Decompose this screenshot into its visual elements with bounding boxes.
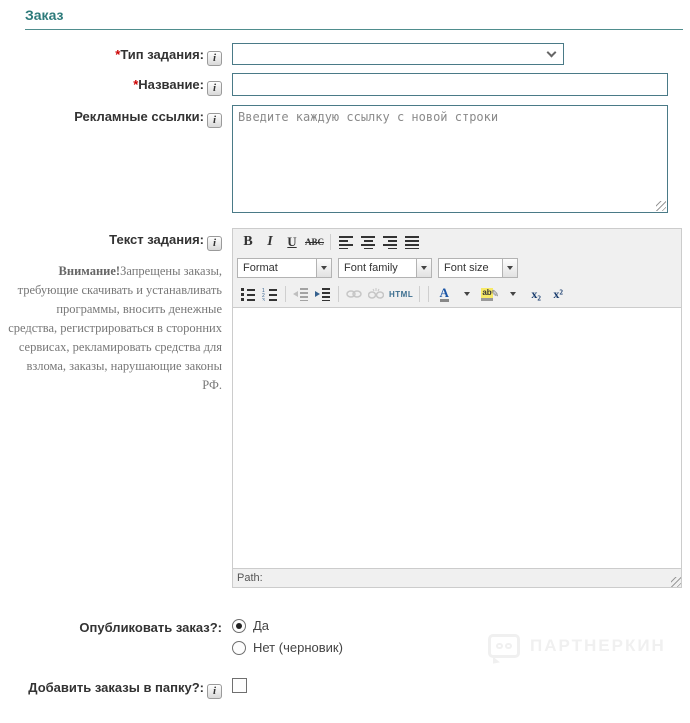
toolbar-row-1 bbox=[233, 229, 681, 255]
triangle-down-icon bbox=[464, 292, 470, 296]
section-header bbox=[25, 7, 683, 30]
watermark-bubble-tail bbox=[493, 655, 500, 663]
svg-text:1: 1 bbox=[262, 288, 265, 294]
title-input[interactable] bbox=[232, 73, 668, 96]
toolbar-separator bbox=[285, 286, 286, 302]
toolbar-row-3 bbox=[233, 281, 681, 307]
toolbar-separator bbox=[338, 286, 339, 302]
toolbar-separator bbox=[330, 234, 331, 250]
task-text-label-cell bbox=[0, 228, 222, 395]
resize-grip-icon[interactable] bbox=[656, 201, 666, 211]
editor-path-label: Path: bbox=[237, 572, 263, 584]
bullet-list-button[interactable] bbox=[238, 284, 258, 304]
unlink-icon bbox=[368, 288, 384, 300]
publish-option-yes[interactable] bbox=[232, 618, 343, 633]
align-right-icon bbox=[383, 235, 398, 249]
ad-links-textarea[interactable] bbox=[233, 106, 667, 212]
italic-button[interactable]: I bbox=[267, 234, 273, 249]
html-source-label: HTML bbox=[389, 289, 414, 299]
watermark-glasses-right bbox=[505, 643, 512, 649]
font-color-menu-button[interactable] bbox=[457, 284, 477, 304]
info-icon[interactable]: i bbox=[207, 113, 222, 128]
underline-button[interactable]: U bbox=[287, 234, 297, 249]
required-asterisk: * bbox=[133, 77, 139, 92]
task-text-label: Текст задания: bbox=[109, 232, 204, 247]
dropdown-arrow-button[interactable] bbox=[416, 259, 431, 277]
font-size-dropdown[interactable] bbox=[438, 258, 518, 278]
triangle-down-icon bbox=[507, 266, 513, 270]
ad-links-label: Рекламные ссылки: bbox=[74, 109, 204, 124]
align-center-button[interactable] bbox=[358, 232, 378, 252]
html-source-button[interactable] bbox=[388, 284, 414, 304]
triangle-down-icon bbox=[510, 292, 516, 296]
strikethrough-button[interactable]: ABC bbox=[305, 237, 325, 247]
radio-selected-icon[interactable] bbox=[232, 619, 246, 633]
editor-content-area[interactable] bbox=[233, 307, 681, 569]
font-family-dropdown[interactable] bbox=[338, 258, 432, 278]
folder-checkbox[interactable] bbox=[232, 678, 247, 693]
triangle-down-icon bbox=[321, 266, 327, 270]
title-label: Название: bbox=[138, 77, 204, 92]
outdent-button[interactable] bbox=[291, 284, 311, 304]
publish-option-draft[interactable] bbox=[232, 640, 343, 655]
publish-label-cell bbox=[0, 616, 222, 636]
chevron-down-icon bbox=[547, 47, 557, 57]
row-title bbox=[0, 73, 690, 96]
align-left-icon bbox=[339, 235, 354, 249]
task-type-label: Тип задания: bbox=[120, 47, 204, 62]
radio-unselected-icon[interactable] bbox=[232, 641, 246, 655]
watermark-text: ПАРТНЕРКИН bbox=[530, 636, 666, 655]
format-dropdown-value: Format bbox=[243, 262, 278, 274]
row-folder bbox=[0, 676, 690, 699]
publish-control bbox=[232, 616, 343, 662]
toolbar-separator bbox=[428, 286, 429, 302]
watermark-logo-icon bbox=[488, 634, 520, 658]
task-text-warning bbox=[0, 262, 222, 395]
task-text-control bbox=[232, 228, 682, 588]
align-justify-button[interactable] bbox=[402, 232, 422, 252]
title-control bbox=[232, 73, 668, 96]
info-icon[interactable]: i bbox=[207, 236, 222, 251]
numbered-list-button[interactable] bbox=[260, 284, 280, 304]
format-dropdown[interactable] bbox=[237, 258, 332, 278]
publish-option-yes-label: Да bbox=[253, 618, 270, 633]
folder-label: Добавить заказы в папку?: bbox=[28, 680, 204, 695]
row-ad-links bbox=[0, 105, 690, 213]
align-right-button[interactable] bbox=[380, 232, 400, 252]
dropdown-arrow-button[interactable] bbox=[316, 259, 331, 277]
svg-text:2: 2 bbox=[262, 293, 265, 299]
watermark bbox=[488, 634, 666, 658]
font-family-dropdown-value: Font family bbox=[344, 262, 398, 274]
toolbar-separator bbox=[419, 286, 420, 302]
highlight-icon: ab bbox=[481, 288, 492, 301]
bold-button[interactable]: B bbox=[243, 234, 253, 249]
page-title: Заказ bbox=[25, 7, 64, 23]
row-task-type bbox=[0, 43, 690, 66]
row-task-text bbox=[0, 228, 690, 588]
pen-icon: ✎ bbox=[490, 288, 500, 300]
info-icon[interactable]: i bbox=[207, 51, 222, 66]
ad-links-control bbox=[232, 105, 668, 213]
align-justify-icon bbox=[405, 235, 420, 249]
font-size-dropdown-value: Font size bbox=[444, 262, 489, 274]
subscript-button[interactable]: x₂ bbox=[531, 286, 542, 301]
bullet-list-icon bbox=[240, 287, 256, 301]
ad-links-label-cell bbox=[0, 105, 222, 128]
ad-links-textarea-frame bbox=[232, 105, 668, 213]
info-icon[interactable]: i bbox=[207, 81, 222, 96]
editor-status-bar bbox=[233, 569, 681, 587]
numbered-list-icon bbox=[262, 287, 278, 301]
folder-label-cell bbox=[0, 676, 222, 699]
warning-lead: Внимание! bbox=[58, 264, 121, 278]
highlight-color-button[interactable] bbox=[480, 284, 500, 304]
highlight-menu-button[interactable] bbox=[503, 284, 523, 304]
superscript-button[interactable]: x² bbox=[553, 286, 564, 301]
dropdown-arrow-button[interactable] bbox=[502, 259, 517, 277]
watermark-glasses-left bbox=[496, 643, 503, 649]
link-icon bbox=[346, 289, 362, 299]
info-icon[interactable]: i bbox=[207, 684, 222, 699]
font-color-button[interactable] bbox=[434, 284, 454, 304]
title-label-cell bbox=[0, 73, 222, 96]
resize-grip-icon[interactable] bbox=[671, 577, 681, 587]
required-asterisk: * bbox=[115, 47, 121, 62]
publish-option-draft-label: Нет (черновик) bbox=[253, 640, 343, 655]
warning-body: Запрещены заказы, требующие скачивать и устанавливать программы, вносить денежные средства, регистрироваться в сторонних сервисах, рекламировать средства для взлома, заказы, нарушающие законы РФ. bbox=[8, 264, 222, 392]
svg-text:3: 3 bbox=[262, 298, 265, 301]
publish-label: Опубликовать заказ?: bbox=[79, 620, 222, 635]
rich-text-editor bbox=[232, 228, 682, 588]
remove-link-button[interactable] bbox=[366, 284, 386, 304]
font-color-icon: A bbox=[439, 285, 449, 300]
insert-link-button[interactable] bbox=[344, 284, 364, 304]
folder-control bbox=[232, 676, 247, 693]
indent-button[interactable] bbox=[313, 284, 333, 304]
outdent-icon bbox=[293, 287, 309, 301]
indent-icon bbox=[315, 287, 331, 301]
align-center-icon bbox=[361, 235, 376, 249]
task-type-select[interactable] bbox=[232, 43, 564, 65]
toolbar-row-2 bbox=[233, 255, 681, 281]
align-left-button[interactable] bbox=[336, 232, 356, 252]
triangle-down-icon bbox=[421, 266, 427, 270]
task-type-control bbox=[232, 43, 564, 65]
task-type-label-cell bbox=[0, 43, 222, 66]
